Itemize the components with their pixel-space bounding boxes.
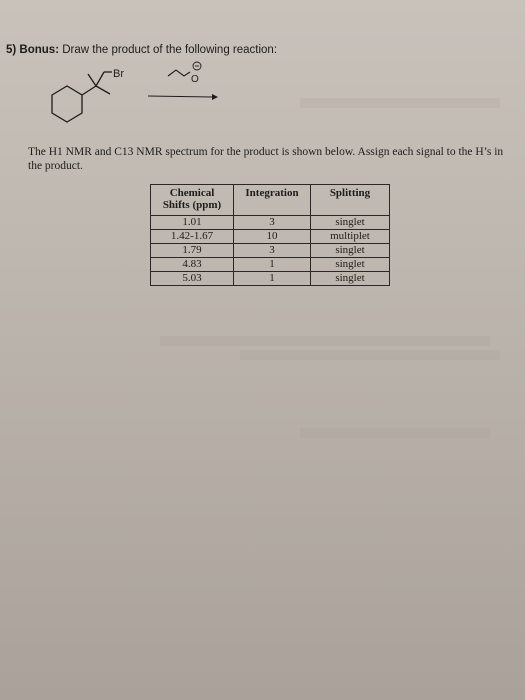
header-splitting: Splitting [311,185,390,216]
header-chemical-shifts: Chemical Shifts (ppm) [151,185,234,216]
integration-cell: 1 [234,272,311,286]
shift-cell: 5.03 [151,272,234,286]
ch2-bond [96,72,104,86]
cyclohexane-ring [52,86,82,122]
shift-cell: 1.01 [151,216,234,230]
splitting-cell: singlet [311,216,390,230]
splitting-cell: singlet [311,258,390,272]
header-integration: Integration [234,185,311,216]
question-line [6,44,277,56]
shift-cell: 1.79 [151,244,234,258]
nmr-table [150,184,390,286]
question-number: 5) Bonus: [6,44,60,56]
bleed-through-text [240,350,500,360]
question-prompt: Draw the product of the following reaction: [62,44,278,56]
bleed-through-text [300,98,500,108]
table-header-row [151,185,390,216]
bleed-through-text [300,428,490,438]
instruction-paragraph: The H1 NMR and C13 NMR spectrum for the product is shown below. Assign each signal to the H’s in the product. [28,146,504,172]
methyl-bond-left [88,74,96,86]
integration-cell: 3 [234,216,311,230]
table-row [151,272,390,286]
splitting-cell: singlet [311,272,390,286]
integration-cell: 3 [234,244,311,258]
shift-cell: 4.83 [151,258,234,272]
reaction-scheme [40,58,240,133]
table-row [151,230,390,244]
table-row [151,258,390,272]
table-row [151,244,390,258]
splitting-cell: singlet [311,244,390,258]
ring-to-quaternary-bond [82,86,96,95]
splitting-cell: multiplet [311,230,390,244]
integration-cell: 1 [234,258,311,272]
oxygen-label: O [191,74,199,85]
table-row [151,216,390,230]
reaction-arrow [148,96,212,97]
integration-cell: 10 [234,230,311,244]
methyl-bond-down [96,86,110,94]
ethoxide-chain [168,70,190,76]
bleed-through-text [160,336,490,346]
arrowhead-icon [212,94,218,100]
bromine-label: Br [113,68,124,80]
shift-cell: 1.42-1.67 [151,230,234,244]
